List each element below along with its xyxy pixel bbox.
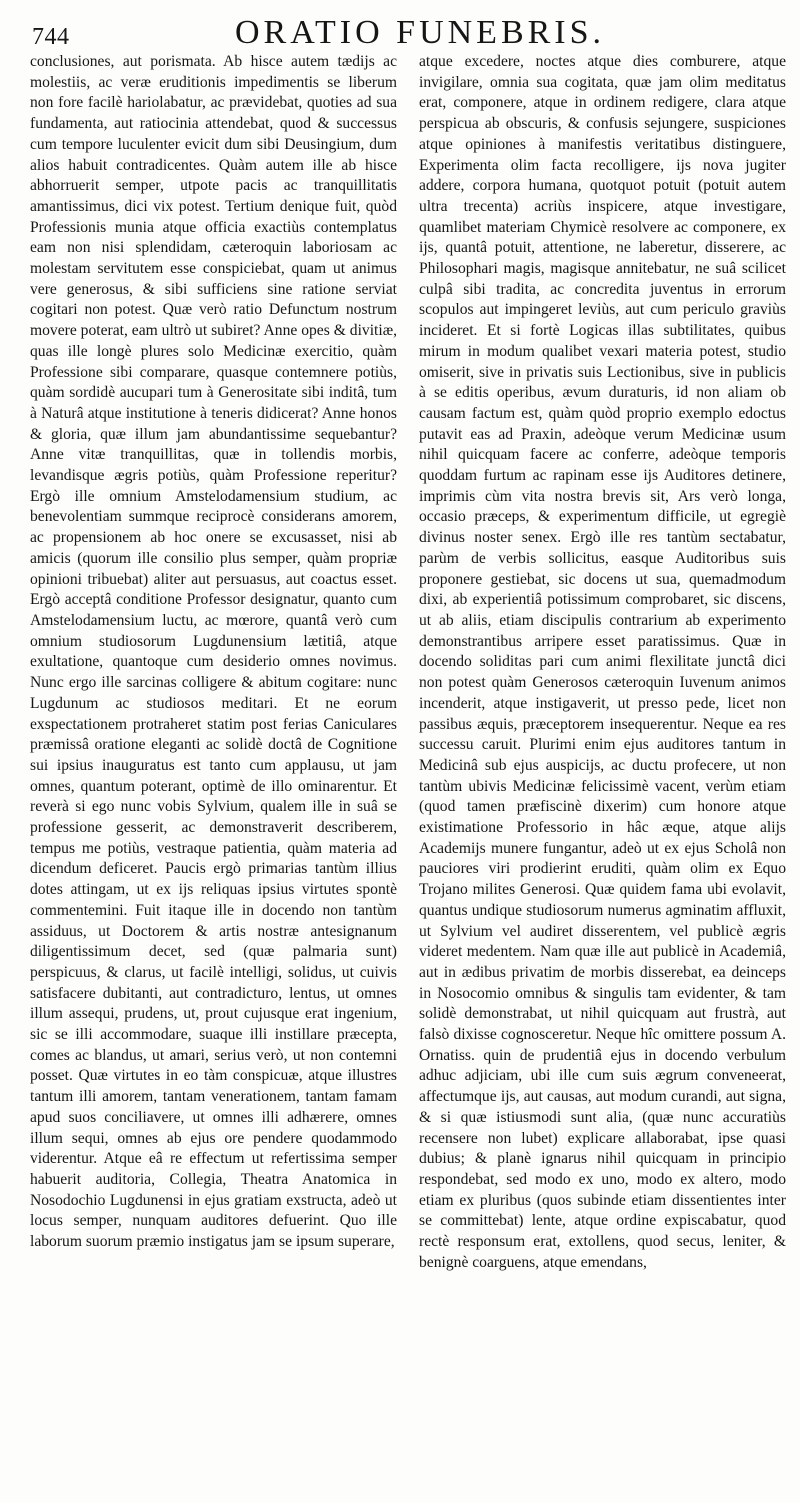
running-title: ORATIO FUNEBRIS. — [235, 14, 606, 51]
text-columns — [30, 52, 786, 1273]
left-column — [30, 52, 397, 1273]
page-header — [30, 6, 786, 51]
right-column — [419, 52, 786, 1273]
page-number: 744 — [32, 24, 70, 50]
right-column-text: atque excedere, noctes atque dies comburere, atque invigilare, omnia sua cogitata, quæ jam olim meditatus erat, componere, atque in ordinem redigere, clara atque perspicua ab obscuris, & confusis sejungere, suspiciones atque opiniones à manifestis veritatibus distinguere, Experimenta olim facta recolligere, ijs nova jugiter addere, corpora humana, quotquot potuit (potuit autem ultra trecenta) acriùs inspicere, atque investigare, quamlibet materiam Chymicè resolvere ac componere, ex ijs, quantâ potuit, attentione, ne laberetur, disserere, ac Philosophari magis, magisque annitebatur, ne suâ scilicet culpâ sibi tradita, ac concredita juventus in errorum scopulos aut impingeret leviùs, aut cum periculo graviùs incideret. Et si fortè Logicas illas subtilitates, quibus mirum in modum qualibet vexari materia potest, studio omiserit, sive in privatis suis Lectionibus, sive in publicis à se editis operibus, ævum duraturis, id non aliam ob causam factum est, quàm quòd proprio exemplo edoctus putavit eas ad Praxin, adeòque verum Medicinæ usum nihil quicquam facere ac conferre, adeòque temporis quoddam furtum ac rapinam esse ijs Auditores detinere, imprimis cùm vita nostra brevis sit, Ars verò longa, occasio præceps, & experimentum difficile, ut egregiè divinus noster senex. Ergò ille res tantùm sectabatur, parùm de verbis sollicitus, easque Auditoribus suis proponere gestiebat, sic docens ut sua, quemadmodum dixi, ab experientiâ potissimum comprobaret, sic discens, ut ab aliis, etiam discipulis contrarium ab experimento demonstrantibus arripere esset paratissimus. Quæ in docendo soliditas pari cum animi flexilitate junctâ dici non potest quàm Generosos cæteroquin Iuvenum animos incenderit, atque instigaverit, ut presso pede, licet non passibus æquis, præceptorem insequerentur. Neque ea res successu caruit. Plurimi enim ejus auditores tantum in Medicinâ sub ejus auspicijs, ac ductu profecere, ut non tantùm ubivis Medicinæ felicissimè vacent, verùm etiam (quod tamen præfiscinè dixerim) cum honore atque existimatione Professorio in hâc æque, atque alijs Academijs munere fungantur, adeò ut ex ejus Scholâ non pauciores viri prodierint eruditi, quàm olim ex Equo Trojano milites Generosi. Quæ quidem fama ubi evolavit, quantus undique studiosorum numerus agminatim affluxit, ut Sylvium vel audiret disserentem, vel publicè ægris videret medentem. Nam quæ ille aut publicè in Academiâ, aut in ædibus privatim de morbis disserebat, ea deinceps in Nosocomio omnibus & singulis tam evidenter, & tam solidè demonstrabat, ut nihil quicquam aut frustrà, aut falsò dixisse cognosceretur. Neque hîc omittere possum A. Ornatiss. quin de prudentiâ ejus in docendo verbulum adhuc adjiciam, ubi ille cum suis ægrum conveneerat, affectumque ijs, aut causas, aut modum curandi, aut signa, & si quæ istiusmodi sunt alia, (quæ nunc accuratiùs recensere non lubet) explicare allaborabat, ipse quasi dubius; & planè ignarus nihil quicquam in principio respondebat, sed modo ex uno, modo ex altero, modo etiam ex pluribus (quos subinde etiam dissentientes inter se committebat) lente, atque ordine expiscabatur, quod rectè responsum erat, extollens, quod secus, leniter, & benignè coarguens, atque emendans, — [419, 53, 786, 1271]
left-column-text: conclusiones, aut porismata. Ab hisce autem tædijs ac molestiis, ac veræ eruditionis impedimentis se liberum non fore facilè hariolabatur, ac prævidebat, quoties ad sua fundamenta, aut ratiocinia attendebat, quod & successus cum tempore luculenter evicit dum sibi Deusingium, dum alios habuit contradicentes. Quàm autem ille ab hisce abhorruerit semper, utpote pacis ac tranquillitatis amantissimus, dici vix potest. Tertium denique fuit, quòd Professionis munia atque officia exactiùs contemplatus eam non nisi splendidam, cæteroquin laboriosam ac molestam servitutem esse conspiciebat, quam ut animus vere generosus, & sibi sufficiens sine ratione serviat cogitari non potest. Quæ verò ratio Defunctum nostrum movere poterat, eam ultrò ut subiret? Anne opes & divitiæ, quas ille longè plures solo Medicinæ exercitio, quàm Professione sibi comparare, quasque contemnere potiùs, quàm sordidè aucupari tum à Generositate sibi inditâ, tum à Naturâ atque institutione à teneris didicerat? Anne honos & gloria, quæ illum jam abundantissime sequebantur? Anne vitæ tranquillitas, quæ in tollendis morbis, levandisque ægris potiùs, quàm Professione reperitur? Ergò ille omnium Amstelodamensium studium, ac benevolentiam summque reciprocè considerans amorem, ac propensionem ab hoc onere se excusasset, nisi ab amicis (quorum ille consilio plus semper, quàm propriæ opinioni tribuebat) aliter aut persuasus, aut coactus esset. Ergò acceptâ conditione Professor designatur, quanto cum Amstelodamensium luctu, ac mœrore, quantâ verò cum omnium studiosorum Lugdunensium lætitiâ, atque exultatione, quantoque cum desiderio omnes novimus. Nunc ergo ille sarcinas colligere & abitum cogitare: nunc Lugdunum ac studiosos meditari. Et ne eorum exspectationem protraheret statim post ferias Caniculares præmissâ oratione eleganti ac solidè doctâ de Cognitione sui ipsius inauguratus est tanto cum applausu, ut jam omnes, quantum poterant, optimè de illo ominarentur. Et reverà si ego nunc vobis Sylvium, qualem ille in suâ se professione gesserit, ac demonstraverit describerem, tempus me potiùs, vestraque patientia, quàm materia ad dicendum deficeret. Paucis ergò primarias tantùm illius dotes attingam, ut ex ijs reliquas ipsius virtutes spontè commentemini. Fuit itaque ille in docendo non tantùm assiduus, ut Doctorem & artis nostræ antesignanum diligentissimum decet, sed (quæ palmaria sunt) perspicuus, & clarus, ut facilè intelligi, solidus, ut cuivis satisfacere dubitanti, aut contradicturo, lentus, ut omnes illum assequi, prudens, ut, prout cujusque erat ingenium, sic se illi accommodare, suaque illi instillare præcepta, comes ac blandus, ut amari, serius verò, ut non contemni posset. Quæ virtutes in eo tàm conspicuæ, atque illustres tantum illi amorem, tantam venerationem, tantam famam apud suos conciliavere, ut omnes illi adhærere, omnes illum sequi, omnes ab ejus ore pendere quodammodo viderentur. Atque eâ re effectum ut refertissima semper habuerit auditoria, Collegia, Theatra Anatomica in Nosodochio Lugdunensi in ejus gratiam exstructa, adeò ut locus semper, nunquam auditores defuerint. Quo ille laborum suorum præmio instigatus jam se ipsum superare, — [30, 53, 397, 1251]
